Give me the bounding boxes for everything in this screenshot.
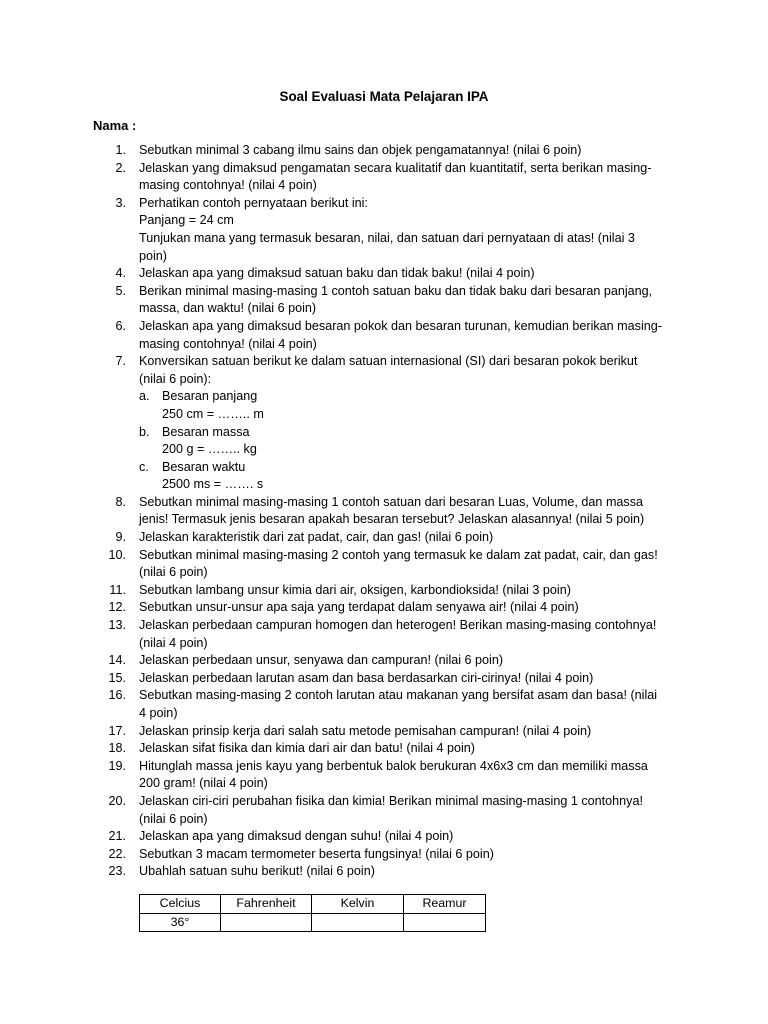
sub-question-item xyxy=(139,424,683,459)
question-item xyxy=(93,160,683,195)
question-item xyxy=(93,265,683,283)
question-text: Sebutkan 3 macam termometer beserta fungsinya! (nilai 6 poin) xyxy=(139,846,494,861)
table-header-reamur: Reamur xyxy=(404,895,486,914)
question-item xyxy=(93,617,683,652)
question-text: (nilai 6 poin) xyxy=(139,811,208,826)
sub-question-label: Besaran waktu xyxy=(162,459,246,474)
question-number: 20. xyxy=(108,793,126,808)
question-number: 2. xyxy=(115,160,126,175)
question-text: Konversikan satuan berikut ke dalam satuan internasional (SI) dari besaran pokok berikut xyxy=(139,354,638,369)
question-item xyxy=(93,353,683,494)
question-item xyxy=(93,652,683,670)
sub-question-item xyxy=(139,388,683,423)
question-number: 3. xyxy=(115,195,126,210)
sub-question-item xyxy=(139,459,683,494)
question-text: Sebutkan minimal masing-masing 2 contoh yang termasuk ke dalam zat padat, cair, dan gas! xyxy=(139,547,658,562)
question-number: 13. xyxy=(108,618,126,633)
question-text: 200 gram! (nilai 4 poin) xyxy=(139,776,268,791)
question-item xyxy=(93,582,683,600)
question-text: (nilai 4 poin) xyxy=(139,635,208,650)
sub-question-label: Besaran panjang xyxy=(162,389,258,404)
question-text: Jelaskan ciri-ciri perubahan fisika dan kimia! Berikan minimal masing-masing 1 contohnya! xyxy=(139,793,643,808)
question-number: 23. xyxy=(108,864,126,879)
question-text: Jelaskan sifat fisika dan kimia dari air dan batu! (nilai 4 poin) xyxy=(139,741,476,756)
question-item xyxy=(93,283,683,318)
question-item xyxy=(93,758,683,793)
question-number: 10. xyxy=(108,547,126,562)
question-text: Jelaskan yang dimaksud pengamatan secara kualitatif dan kuantitatif, serta berikan masing- xyxy=(139,160,652,175)
question-text: poin) xyxy=(139,248,168,263)
question-text: Jelaskan perbedaan unsur, senyawa dan campuran! (nilai 6 poin) xyxy=(139,653,504,668)
question-text: (nilai 6 poin): xyxy=(139,371,212,386)
question-number: 17. xyxy=(108,723,126,738)
table-cell-kelvin xyxy=(312,913,404,932)
question-item xyxy=(93,670,683,688)
question-text: massa, dan waktu! (nilai 6 poin) xyxy=(139,301,317,316)
question-item xyxy=(93,687,683,722)
question-number: 6. xyxy=(115,318,126,333)
temperature-conversion-table xyxy=(139,894,486,932)
sub-question-letter: c. xyxy=(139,459,149,474)
question-text: Jelaskan perbedaan larutan asam dan basa berdasarkan ciri-cirinya! (nilai 4 poin) xyxy=(139,670,594,685)
question-text: Sebutkan minimal masing-masing 1 contoh satuan dari besaran Luas, Volume, dan massa xyxy=(139,494,644,509)
table-header-celcius: Celcius xyxy=(140,895,221,914)
question-item xyxy=(93,494,683,529)
sub-question-letter: b. xyxy=(139,424,150,439)
sub-question-label: Besaran massa xyxy=(162,424,250,439)
question-text: masing contohnya! (nilai 4 poin) xyxy=(139,336,317,351)
question-number: 4. xyxy=(115,266,126,281)
question-number: 18. xyxy=(108,741,126,756)
question-item xyxy=(93,599,683,617)
question-item xyxy=(93,723,683,741)
question-item xyxy=(93,195,683,265)
question-item xyxy=(93,740,683,758)
question-text: Berikan minimal masing-masing 1 contoh satuan baku dan tidak baku dari besaran panjang, xyxy=(139,283,653,298)
question-text: Jelaskan apa yang dimaksud satuan baku dan tidak baku! (nilai 4 poin) xyxy=(139,266,535,281)
question-text: jenis! Termasuk jenis besaran apakah besaran tersebut? Jelaskan alasannya! (nilai 5 poin) xyxy=(139,512,645,527)
table-cell-celcius: 36° xyxy=(140,913,221,932)
table-cell-reamur xyxy=(404,913,486,932)
question-text: (nilai 6 poin) xyxy=(139,565,208,580)
question-text: Sebutkan lambang unsur kimia dari air, oksigen, karbondioksida! (nilai 3 poin) xyxy=(139,582,571,597)
sub-question-conversion: 250 cm = …….. m xyxy=(162,406,264,421)
table-header-row xyxy=(140,895,486,914)
question-text: Jelaskan prinsip kerja dari salah satu metode pemisahan campuran! (nilai 4 poin) xyxy=(139,723,592,738)
question-text: Sebutkan minimal 3 cabang ilmu sains dan objek pengamatannya! (nilai 6 poin) xyxy=(139,143,582,157)
question-text: Tunjukan mana yang termasuk besaran, nilai, dan satuan dari pernyataan di atas! (nilai 3 xyxy=(139,230,635,245)
question-item xyxy=(93,318,683,353)
table-header-fahrenheit: Fahrenheit xyxy=(221,895,312,914)
question-text: Hitunglah massa jenis kayu yang berbentuk balok berukuran 4x6x3 cm dan memiliki massa xyxy=(139,758,648,773)
question-number: 11. xyxy=(109,582,126,597)
question-item xyxy=(93,142,683,160)
question-text: 4 poin) xyxy=(139,706,178,720)
question-text: masing contohnya! (nilai 4 poin) xyxy=(139,178,317,193)
question-number: 9. xyxy=(115,530,126,545)
question-number: 21. xyxy=(108,829,126,844)
question-number: 8. xyxy=(115,494,126,509)
question-item xyxy=(93,863,683,881)
question-text: Perhatikan contoh pernyataan berikut ini: xyxy=(139,195,368,210)
question-item xyxy=(93,793,683,828)
question-item xyxy=(93,529,683,547)
document-title: Soal Evaluasi Mata Pelajaran IPA xyxy=(279,89,489,104)
question-number: 22. xyxy=(108,846,126,861)
question-text: Jelaskan apa yang dimaksud dengan suhu! (nilai 4 poin) xyxy=(139,829,454,844)
question-number: 16. xyxy=(108,688,126,703)
sub-question-letter: a. xyxy=(139,389,150,404)
question-number: 1. xyxy=(115,143,126,157)
question-number: 7. xyxy=(115,354,126,369)
question-number: 12. xyxy=(108,600,126,615)
name-label: Nama : xyxy=(93,118,137,133)
table-header-kelvin: Kelvin xyxy=(312,895,404,914)
table-row xyxy=(140,913,486,932)
question-number: 14. xyxy=(108,653,126,668)
question-text: Sebutkan unsur-unsur apa saja yang terdapat dalam senyawa air! (nilai 4 poin) xyxy=(139,600,579,615)
question-item xyxy=(93,828,683,846)
question-number: 19. xyxy=(108,758,126,773)
question-list xyxy=(93,142,683,881)
question-text: Sebutkan masing-masing 2 contoh larutan atau makanan yang bersifat asam dan basa! (nilai xyxy=(139,688,658,703)
question-text: Jelaskan apa yang dimaksud besaran pokok dan besaran turunan, kemudian berikan masing- xyxy=(139,318,662,333)
question-number: 15. xyxy=(108,670,126,685)
question-item xyxy=(93,846,683,864)
sub-question-conversion: 2500 ms = ……. s xyxy=(162,477,264,492)
question-number: 5. xyxy=(115,283,126,298)
question-text: Jelaskan karakteristik dari zat padat, cair, dan gas! (nilai 6 poin) xyxy=(139,530,494,545)
sub-question-conversion: 200 g = …….. kg xyxy=(162,442,257,457)
question-text: Panjang = 24 cm xyxy=(139,213,234,228)
question-text: Jelaskan perbedaan campuran homogen dan heterogen! Berikan masing-masing contohnya! xyxy=(139,618,657,633)
table-cell-fahrenheit xyxy=(221,913,312,932)
question-item xyxy=(93,547,683,582)
question-text: Ubahlah satuan suhu berikut! (nilai 6 poin) xyxy=(139,864,375,879)
